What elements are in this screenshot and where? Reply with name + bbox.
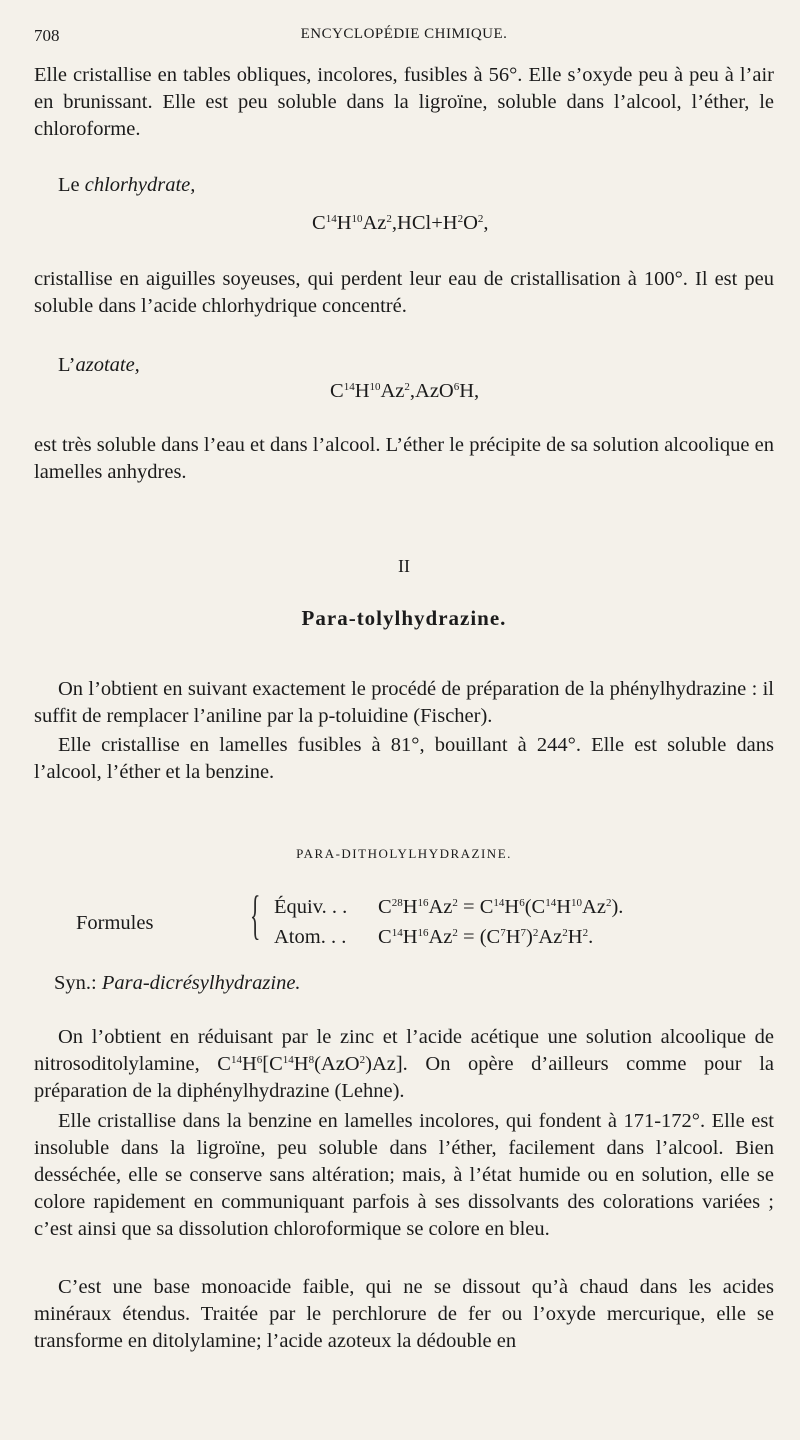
section-title: Para-tolylhydrazine. bbox=[301, 606, 507, 630]
synonym-line bbox=[54, 972, 301, 995]
synonym-label: Syn.: bbox=[54, 972, 102, 994]
chlorhydrate-term: chlorhydrate, bbox=[84, 174, 196, 196]
subsection-title: PARA-DITHOLYLHYDRAZINE. bbox=[296, 846, 512, 861]
synonym-value: Para-dicrésylhydrazine. bbox=[101, 972, 301, 994]
paragraph-ditolyl-properties: Elle cristallise dans la benzine en lamelles incolores, qui fondent à 171-172°. Elle est insoluble dans la ligroïne, peu soluble dans l’éther, facilement dans l’alcool. Bien desséchée, elle se conserve sans altération; mais, à l’état humide ou en solution, elle se colore rapidement en communiquant parfois à ses dissolvants des colorations variées ; c’est ainsi que sa dissolution chloroformique se colore en bleu. bbox=[34, 1110, 774, 1240]
running-title: ENCYCLOPÉDIE CHIMIQUE. bbox=[300, 26, 508, 42]
chlorhydrate-intro bbox=[58, 172, 758, 199]
page-header bbox=[34, 26, 774, 50]
brace-glyph: { bbox=[250, 885, 261, 945]
paragraph-ditolyl-reactions: C’est une base monoacide faible, qui ne se dissout qu’à chaud dans les acides minéraux étendus. Traitée par le perchlorure de fer ou l’oxyde mercurique, elle se transforme en ditolylamine; l’acide azoteux la dédouble en bbox=[34, 1276, 774, 1352]
page-number: 708 bbox=[34, 26, 60, 45]
chlorhydrate-intro-prefix: Le bbox=[58, 174, 85, 196]
section-numeral: II bbox=[398, 556, 410, 576]
chlorhydrate-formula: $C^{14}H^{10}Az^2,HCl+H^2O^2$, bbox=[312, 212, 489, 234]
paragraph-physical-properties: Elle cristallise en lamelles fusibles à 81°, bouillant à 244°. Elle est soluble dans l’alcool, l’éther et la benzine. bbox=[34, 734, 774, 783]
formula-row-label: Équiv. . . bbox=[274, 896, 348, 918]
paragraph-ditolyl-preparation: On l’obtient en réduisant par le zinc et l’acide acétique une solution alcoolique de nitrosoditolylamine, $C^{14}H^6[C^{14}H^8(AzO^2)Az]$. On opère d’ailleurs comme pour la préparation de la diphénylhydrazine (Lehne). bbox=[34, 1026, 774, 1102]
formula-row-label: Atom. . . bbox=[274, 926, 347, 948]
formula-row-equation: $C^{28}H^{16}Az^2 = C^{14}H^6(C^{14}H^{10}Az^2)$. bbox=[378, 896, 624, 918]
chlorhydrate-paragraph: cristallise en aiguilles soyeuses, qui perdent leur eau de cristallisation à 100°. Il est peu soluble dans l’acide chlorhydrique concentré. bbox=[34, 268, 774, 317]
formula-row-equation: $C^{14}H^{16}Az^2 = (C^7H^7)^2Az^2H^2$. bbox=[378, 926, 594, 948]
azotate-intro-prefix: L’ bbox=[58, 354, 76, 376]
formula-row-atom bbox=[274, 924, 593, 951]
azotate-term: azotate, bbox=[75, 354, 140, 376]
paragraph-properties: Elle cristallise en tables obliques, incolores, fusibles à 56°. Elle s’oxyde peu à peu à l’air en brunissant. Elle est peu soluble dans la ligroïne, soluble dans l’alcool, l’éther, le chloroforme. bbox=[34, 64, 774, 140]
formules-label: Formules bbox=[76, 912, 154, 934]
paragraph-preparation: On l’obtient en suivant exactement le procédé de préparation de la phénylhydrazine : il suffit de remplacer l’aniline par la p-toluidine (Fischer). bbox=[34, 678, 774, 727]
azotate-paragraph: est très soluble dans l’eau et dans l’alcool. L’éther le précipite de sa solution alcoolique en lamelles anhydres. bbox=[34, 434, 774, 483]
azotate-formula: $C^{14}H^{10}Az^2,AzO^6H$, bbox=[330, 380, 480, 402]
formula-row-equiv bbox=[274, 894, 623, 921]
azotate-intro bbox=[58, 352, 758, 379]
